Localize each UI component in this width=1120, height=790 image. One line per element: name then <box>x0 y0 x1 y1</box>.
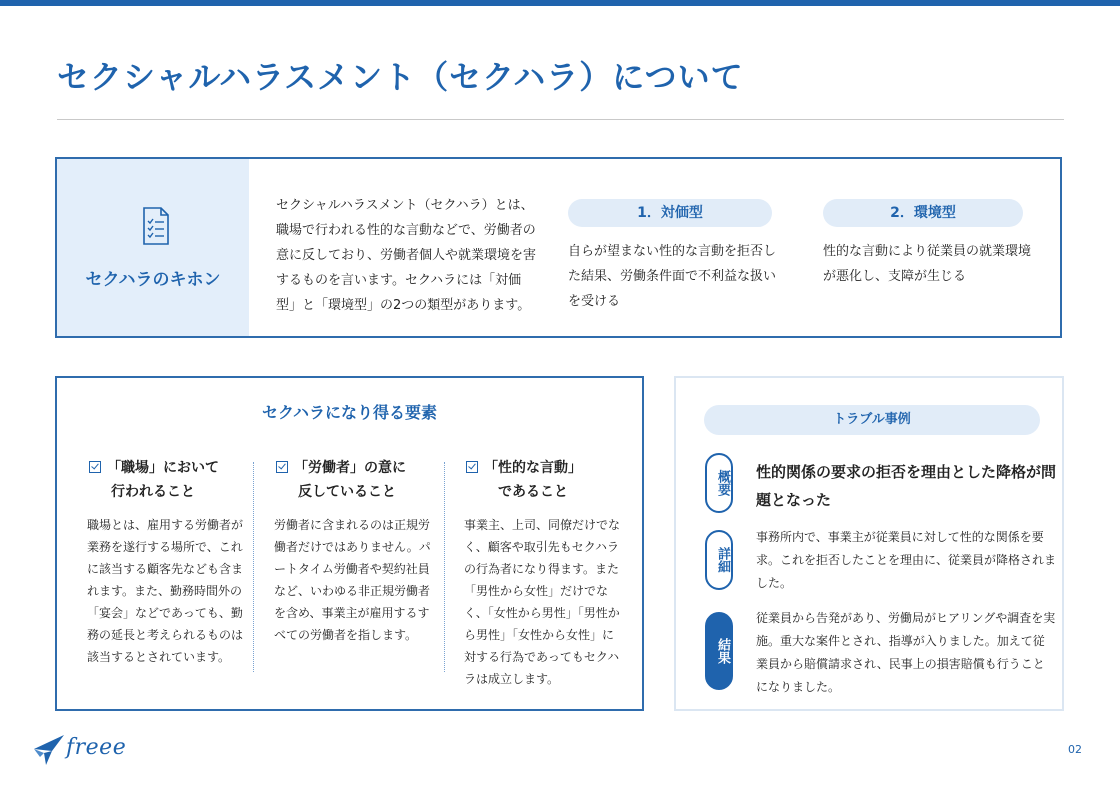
summary-badge-label: 概要 <box>715 470 730 496</box>
element-text: 事業主、上司、同僚だけでなく、顧客や取引先もセクハラの行為者になり得ます。また「男性から女性」だけでなく、「女性から男性」「男性から男性」「女性から女性」に対する行為であってもセクハラは成立します。 <box>464 518 621 686</box>
checkbox-icon <box>276 461 288 473</box>
trouble-heading: トラブル事例 <box>704 405 1040 435</box>
type-quid-pro-quo-label: 1．対価型 <box>568 199 772 227</box>
result-badge <box>705 612 733 690</box>
basics-description: セクシャルハラスメント（セクハラ）とは、職場で行われる性的な言動などで、労働者の意に反しており、労働者個人や就業環境を害するものを言います。セクハラには「対価型」と「環境型」の2つの類型があります。 <box>276 198 537 313</box>
element-against-will <box>274 456 434 646</box>
logo-text: freee <box>66 735 127 760</box>
type-environment-label: 2．環境型 <box>823 199 1023 227</box>
element-text: 職場とは、雇用する労働者が業務を遂行する場所で、これに該当する顧客先なども含まれます。また、勤務時間外の「宴会」などであっても、勤務の延長と考えられるものは該当するとされています。 <box>87 518 244 664</box>
basics-heading: セクハラのキホン <box>85 270 221 290</box>
element-title-line: 反していること <box>298 484 396 500</box>
element-title-line: 「職場」において <box>107 460 219 476</box>
element-sexual-conduct <box>464 456 624 690</box>
element-workplace <box>87 456 247 668</box>
column-divider <box>253 462 254 672</box>
detail-badge-label: 詳細 <box>715 547 730 573</box>
element-title <box>464 456 624 504</box>
element-title <box>274 456 434 504</box>
element-title-line: 「労働者」の意に <box>294 460 406 476</box>
element-text: 労働者に含まれるのは正規労働者だけではありません。パートタイム労働者や契約社員など、いわゆる非正規労働者を含め、事業主が雇用するすべての労働者を指します。 <box>274 518 431 642</box>
detail-badge <box>705 530 733 590</box>
page-title: セクシャルハラスメント（セクハラ）について <box>57 58 744 96</box>
element-title-line: 行われること <box>111 484 195 500</box>
document-checklist-icon <box>142 207 170 245</box>
element-title-line: 「性的な言動」 <box>484 460 582 476</box>
type-quid-pro-quo-description: 自らが望まない性的な言動を拒否した結果、労働条件面で不利益な扱いを受ける <box>568 244 777 309</box>
checkbox-icon <box>89 461 101 473</box>
elements-section <box>55 376 644 711</box>
checkbox-icon <box>466 461 478 473</box>
element-title-line: であること <box>498 484 568 500</box>
basics-label-panel <box>57 159 249 336</box>
freee-logo <box>32 731 142 771</box>
basics-section <box>55 157 1062 338</box>
case-detail: 事務所内で、事業主が従業員に対して性的な関係を要求。これを拒否したことを理由に、従業員が降格されました。 <box>756 530 1057 590</box>
page-number: 02 <box>1068 743 1082 756</box>
type-environment-description: 性的な言動により従業員の就業環境が悪化し、支障が生じる <box>823 244 1032 284</box>
bird-logo-icon <box>32 731 66 767</box>
summary-badge <box>705 453 733 513</box>
case-result: 従業員から告発があり、労働局がヒアリングや調査を実施。重大な案件とされ、指導が入りました。加えて従業員から賠償請求され、民事上の損害賠償も行うことになりました。 <box>756 611 1056 694</box>
case-summary: 性的関係の要求の拒否を理由とした降格が問題となった <box>756 463 1057 509</box>
column-divider <box>444 462 445 672</box>
trouble-case-section <box>674 376 1064 711</box>
result-badge-label: 結果 <box>715 638 730 664</box>
top-accent-bar <box>0 0 1120 6</box>
elements-heading: セクハラになり得る要素 <box>261 403 438 422</box>
element-title <box>87 456 247 504</box>
title-divider <box>57 119 1064 120</box>
